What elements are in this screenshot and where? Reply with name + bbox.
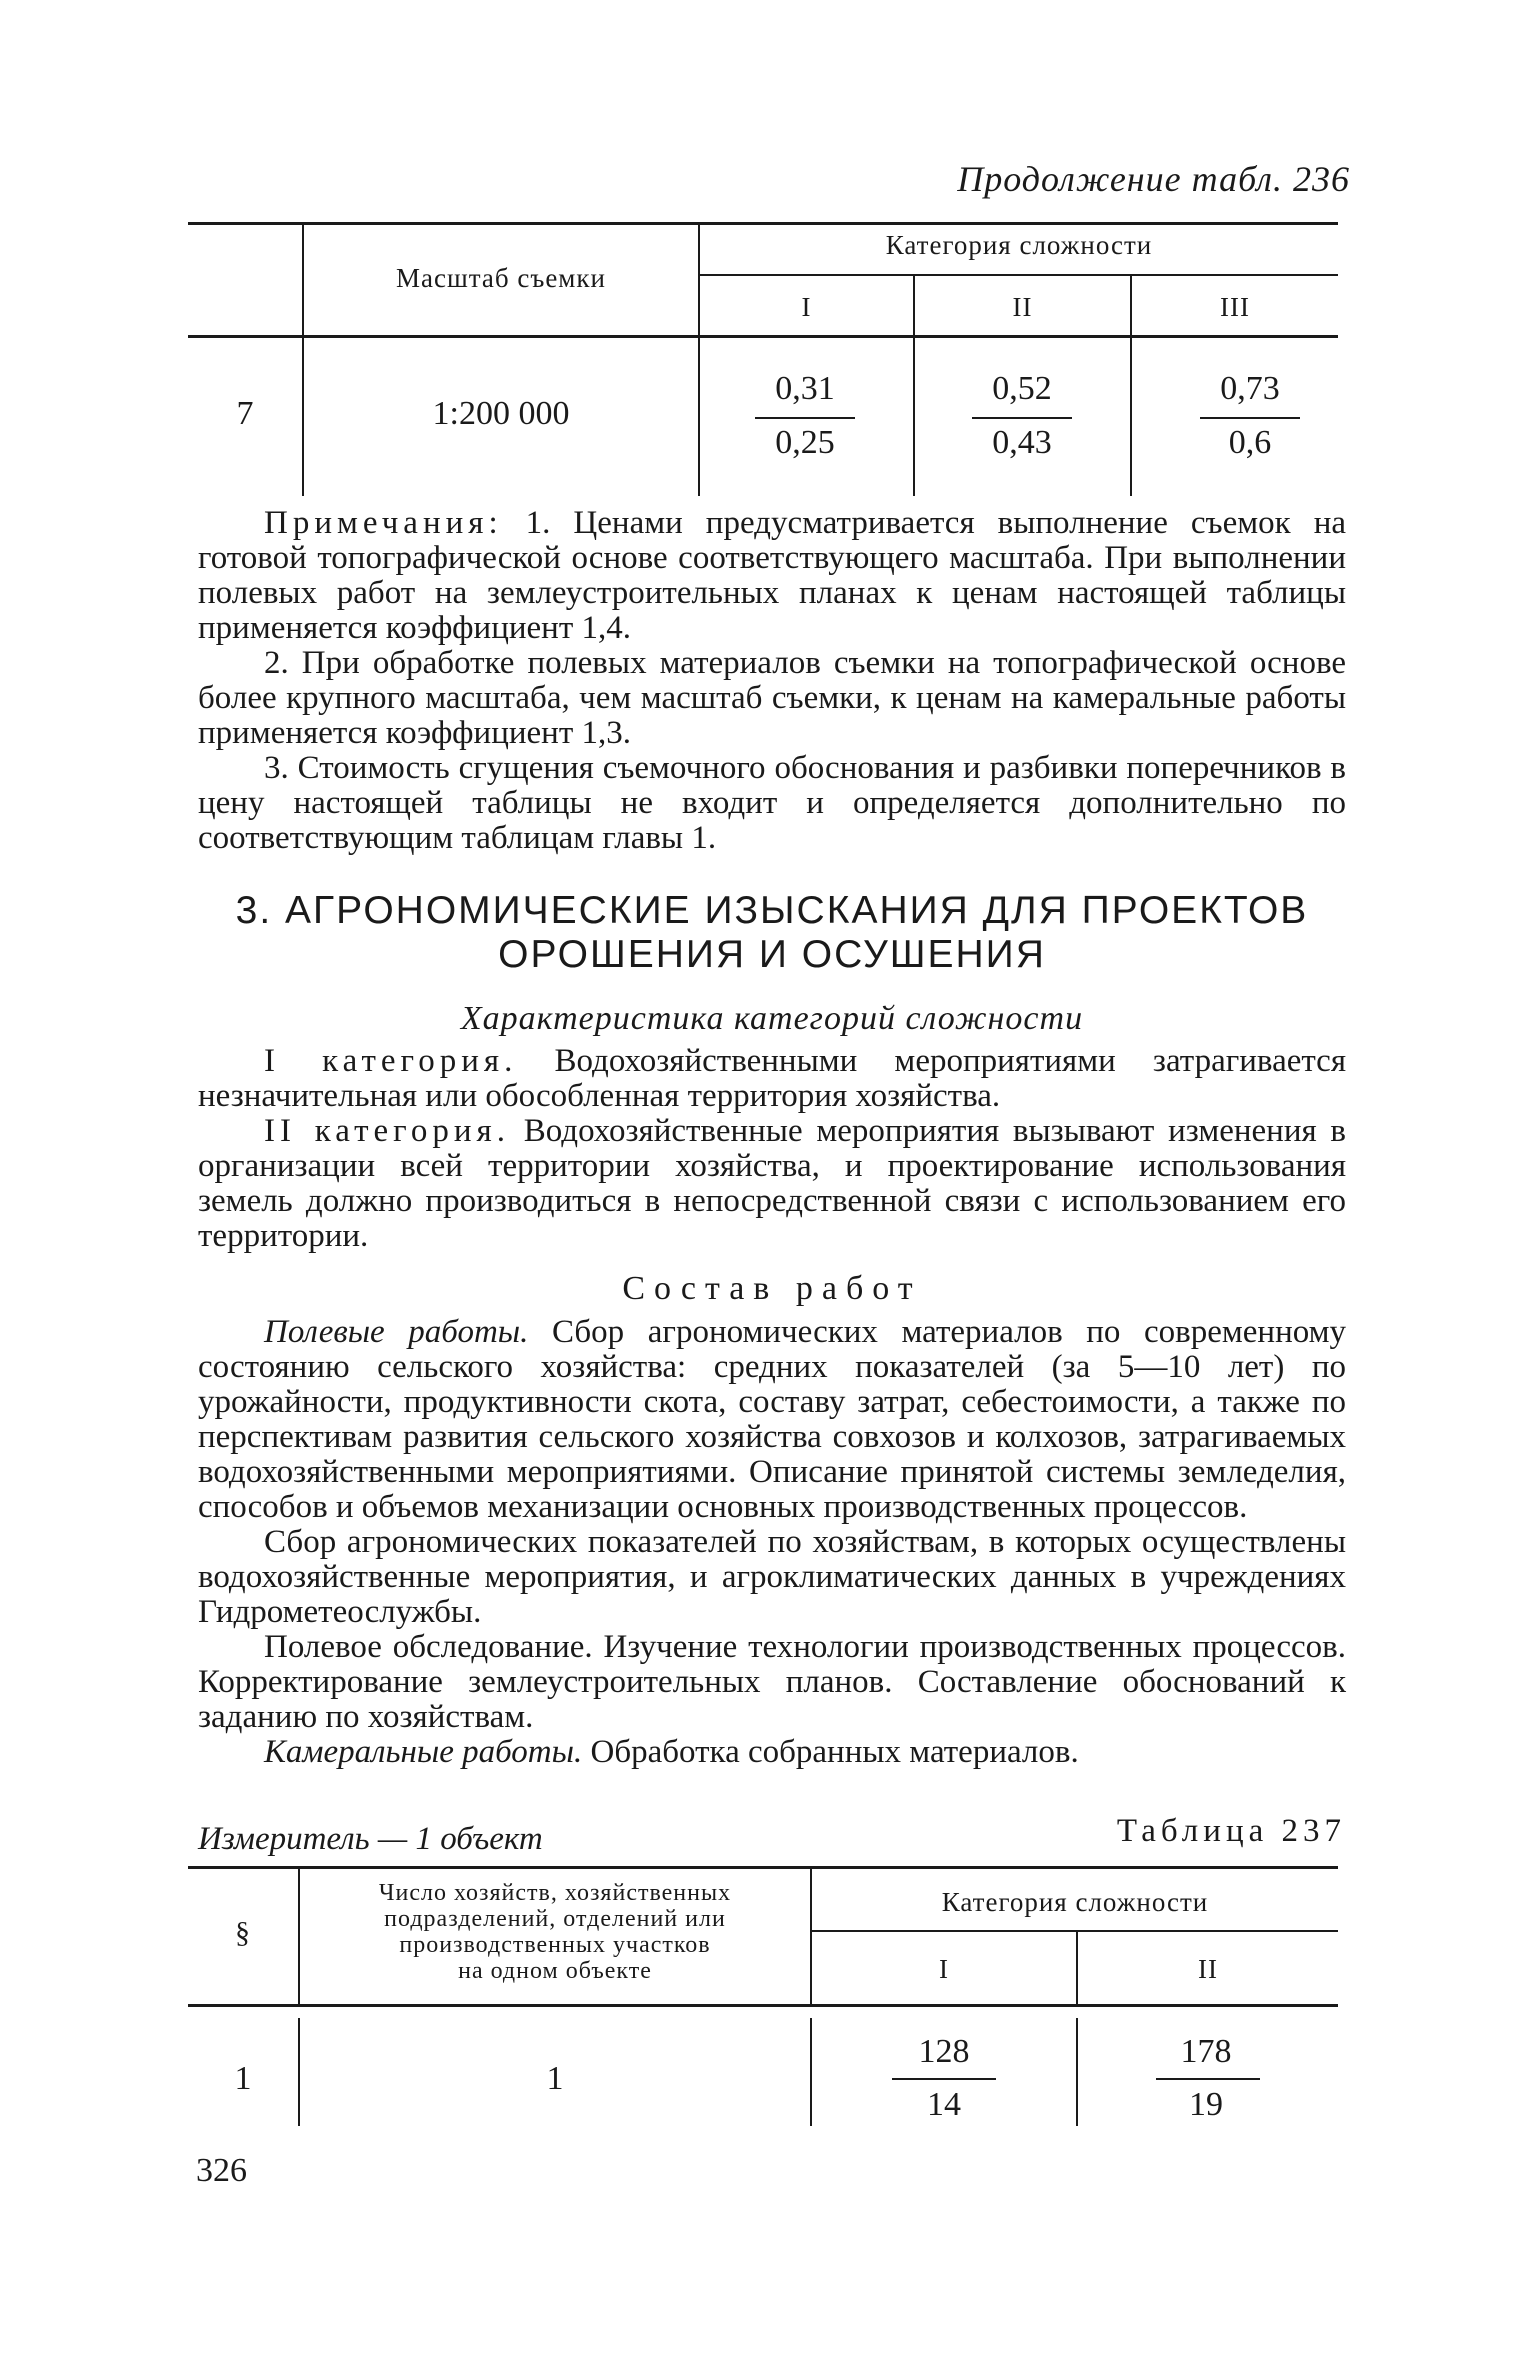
category-1-text: Водохозяйственными мероприятиями затрагивается незначительная или обособленная территория хозяйства.	[198, 1043, 1347, 1114]
section-title-line-1: 3. АГРОНОМИЧЕСКИЕ ИЗЫСКАНИЯ ДЛЯ ПРОЕКТОВ	[235, 889, 1309, 932]
measurement-unit: Измеритель — 1 объект	[198, 1821, 543, 1857]
composition-title: Состав работ	[622, 1270, 922, 1307]
column-header-category-237: Категория сложности	[941, 1887, 1209, 1917]
category-1-label: I категория.	[264, 1043, 518, 1079]
column-header-count-line-4: на одном объекте	[458, 1958, 652, 1984]
category-header-3: III	[1220, 292, 1250, 322]
category-header-1: I	[801, 292, 812, 322]
note-3: 3. Стоимость сгущения съемочного обоснования и разбивки поперечников в цену настоящей таблицы не входит и определяется дополнительно по соответствующим таблицам главы 1.	[198, 750, 1346, 856]
category-header-237-2: II	[1198, 1954, 1218, 1984]
field-works-text: Сбор агрономических материалов по современному состоянию сельского хозяйства: средних показателей (за 5—10 лет) по урожайности, продуктивности скота, составу затрат, себестоимости, а также по перспективам развития сельского хозяйства совхозов и колхозов, затрагиваемых водохозяйственными мероприятиями. Описание принятой системы земледелия, способов и объемов механизации основных производственных процессов.	[198, 1314, 1347, 1525]
value-cat2-bottom: 0,43	[992, 424, 1052, 461]
category-2-label: II категория.	[264, 1113, 510, 1149]
value-cat2-top: 0,52	[992, 370, 1052, 407]
table-continuation-label: Продолжение табл. 236	[957, 159, 1350, 199]
column-header-paragraph: §	[235, 1916, 251, 1949]
value-237-cat2-top: 178	[1180, 2033, 1232, 2070]
column-header-count-line-1: Число хозяйств, хозяйственных	[378, 1880, 732, 1906]
note-1: 1. Ценами предусматривается выполнение съемок на готовой топографической основе соответствующего масштаба. При выполнении полевых работ на землеустроительных планах к ценам настоящей таблицы применяется коэффициент 1,4.	[198, 505, 1347, 646]
category-header-237-1: I	[939, 1954, 949, 1984]
table-notes	[198, 506, 1346, 856]
value-237-cat1-bottom: 14	[927, 2086, 961, 2123]
column-header-count-line-3: производственных участков	[399, 1932, 711, 1958]
row-scale: 1:200 000	[432, 395, 570, 432]
category-descriptions	[198, 1044, 1346, 1254]
category-header-2: II	[1012, 292, 1033, 322]
column-header-count-line-2: подразделений, отделений или	[384, 1906, 726, 1932]
table-237-caption	[198, 1813, 1346, 1857]
table-237-label: Таблица 237	[1116, 1813, 1346, 1849]
row-237-count: 1	[546, 2060, 564, 2097]
subsection-title: Характеристика категорий сложности	[460, 1000, 1084, 1037]
row-237-number: 1	[234, 2060, 252, 2097]
value-237-cat2-bottom: 19	[1189, 2086, 1223, 2123]
column-header-scale: Масштаб съемки	[396, 263, 606, 293]
note-2: 2. При обработке полевых материалов съемки на топографической основе более крупного масштаба, чем масштаб съемки, к ценам на камеральные работы применяется коэффициент 1,3.	[198, 645, 1346, 751]
value-cat1-bottom: 0,25	[775, 424, 835, 461]
category-2-text: Водохозяйственные мероприятия вызывают изменения в организации всей территории хозяйства, и проектирование использования земель должно производиться в непосредственной связи с использованием его территории.	[198, 1113, 1346, 1254]
section-title-line-2: ОРОШЕНИЯ И ОСУШЕНИЯ	[498, 933, 1046, 976]
value-cat3-top: 0,73	[1220, 370, 1280, 407]
office-works-text: Обработка собранных материалов.	[590, 1734, 1079, 1770]
value-237-cat1-top: 128	[918, 2033, 970, 2070]
value-cat3-bottom: 0,6	[1228, 424, 1272, 461]
value-cat1-top: 0,31	[775, 370, 835, 407]
column-header-category: Категория сложности	[885, 230, 1153, 260]
office-works-label: Камеральные работы.	[264, 1734, 583, 1770]
column-header-count	[300, 1880, 810, 1984]
row-number: 7	[236, 395, 254, 432]
page-number: 326	[196, 2152, 247, 2189]
paragraph-indicators: Сбор агрономических показателей по хозяйствам, в которых осуществлены водохозяйственные мероприятия, и агроклиматических данных в учреждениях Гидрометеослужбы.	[198, 1524, 1346, 1630]
paragraph-field-survey: Полевое обследование. Изучение технологии производственных процессов. Корректирование землеустроительных планов. Составление обоснований к заданию по хозяйствам.	[198, 1629, 1346, 1735]
field-works-label: Полевые работы.	[264, 1314, 529, 1350]
work-composition	[198, 1315, 1346, 1770]
notes-label: Примечания:	[264, 505, 503, 541]
